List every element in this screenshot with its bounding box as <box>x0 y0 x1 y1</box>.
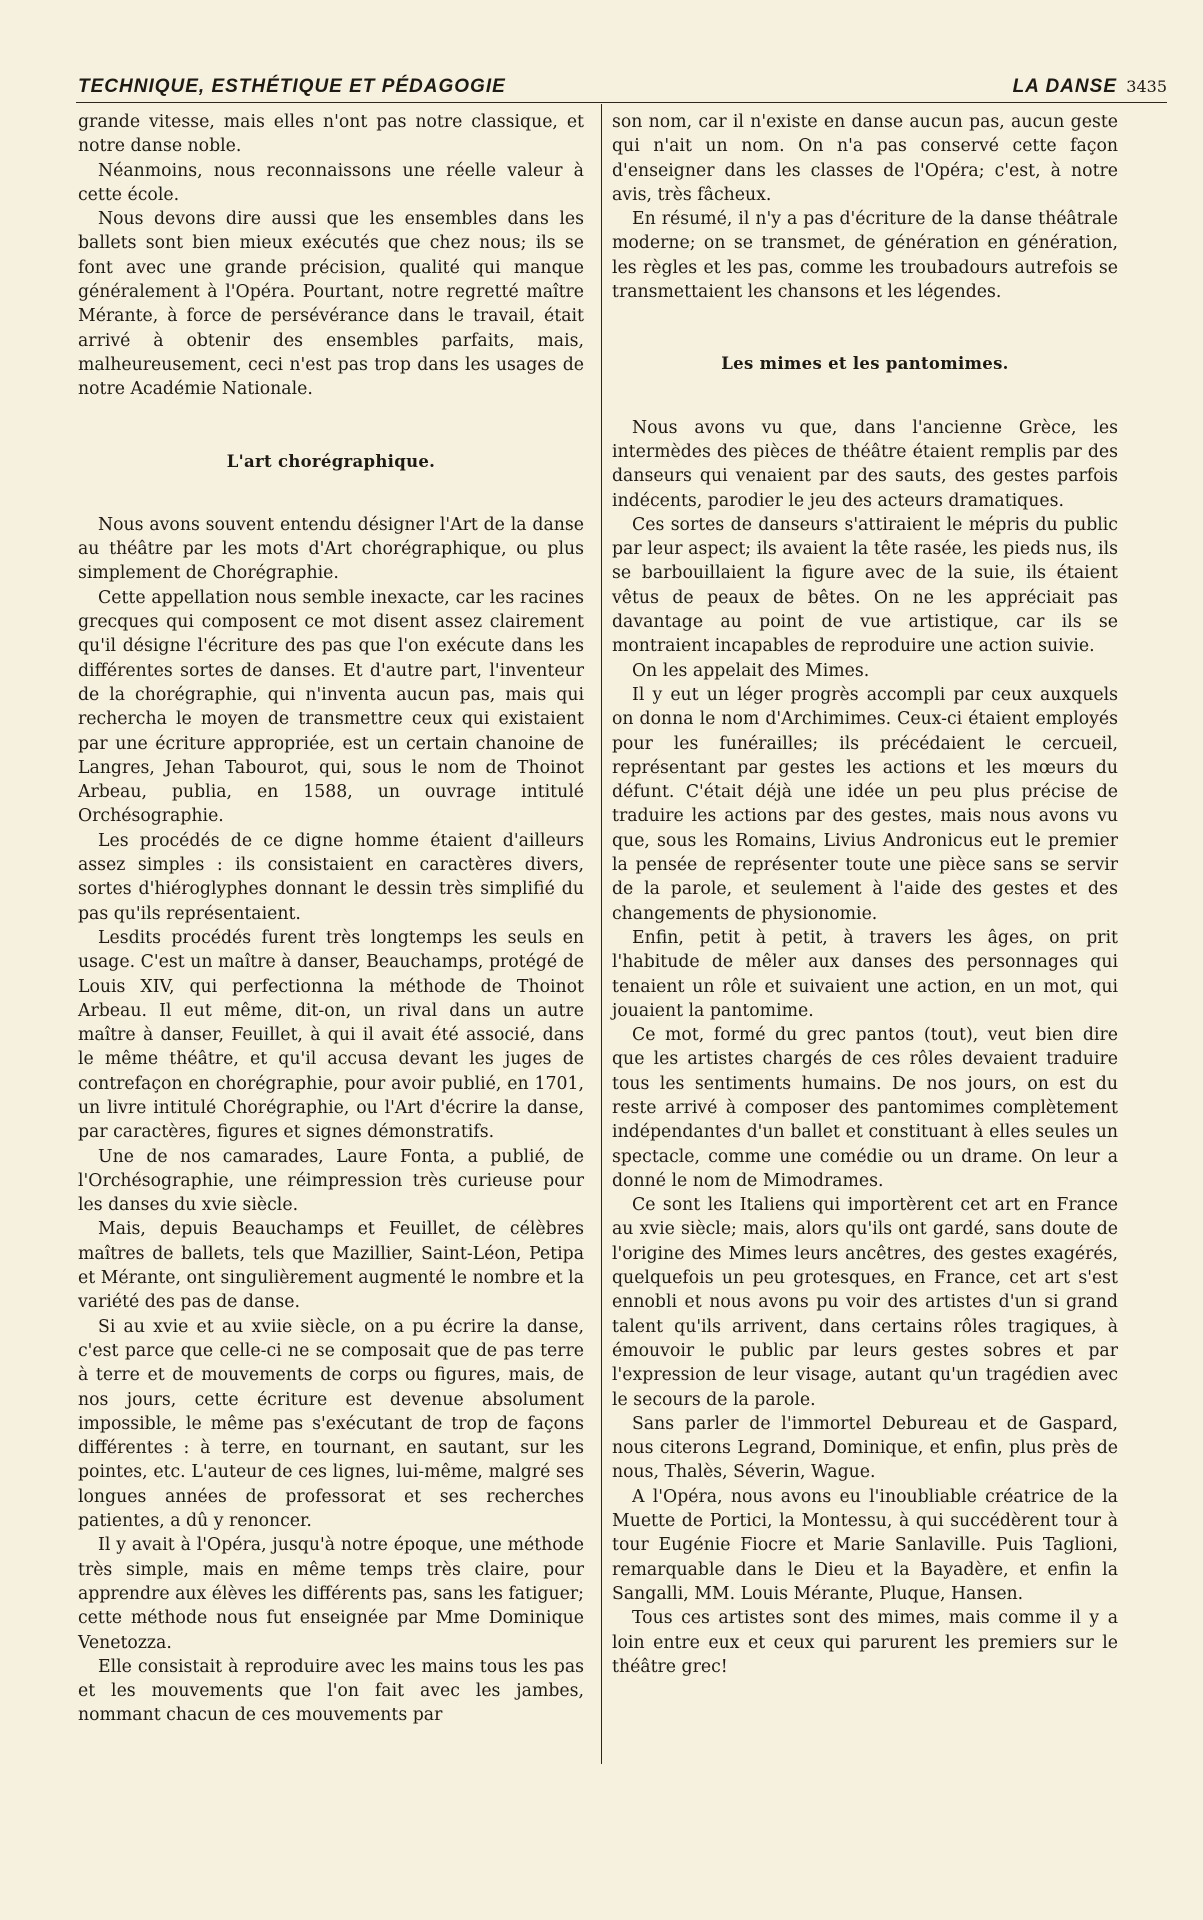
paragraph: Nous avons vu que, dans l'ancienne Grèce, les intermèdes des pièces de théâtre étaient remplis par des danseurs qui venaient par des sauts, des gestes parfois indécents, parodier le jeu des acteurs dramatiques. <box>612 417 1118 511</box>
paragraph: Nous devons dire aussi que les ensembles dans les ballets sont bien mieux exécutés que chez nous; ils se font avec une grande précision, qualité qui manque généralement à l'Opéra. Pourtant, notre regretté maître Mérante, à force de persévérance dans le travail, était arrivé à obtenir des ensembles parfaits, mais, malheureusement, ceci n'est pas trop dans les usages de notre Académie Nationale. <box>78 209 584 400</box>
paragraph: En résumé, il n'y a pas d'écriture de la danse théâtrale moderne; on se transmet, de génération en génération, les règles et les pas, comme les troubadours autrefois se transmettaient les chansons et les légendes. <box>612 209 1118 303</box>
paragraph: Les procédés de ce digne homme étaient d'ailleurs assez simples : ils consistaient en caractères divers, sortes d'hiéroglyphes donnant le dessin très simplifié du pas qu'ils représentaient. <box>78 830 584 924</box>
paragraph: Lesdits procédés furent très longtemps les seuls en usage. C'est un maître à danser, Beauchamps, protégé de Louis XIV, qui perfectionna la méthode de Thoinot Arbeau. Il eut même, dit-on, un rival dans un autre maître à danser, Feuillet, à qui il avait été associé, dans le même théâtre, et qu'il accusa devant les juges de contrefaçon en chorégraphie, pour avoir publié, en 1701, un livre intitulé Chorégraphie, ou l'Art d'écrire la danse, par caractères, figures et signes démonstratifs. <box>78 927 584 1143</box>
paragraph: Néanmoins, nous reconnaissons une réelle valeur à cette école. <box>78 160 584 205</box>
paragraph: Si au xvie et au xviie siècle, on a pu écrire la danse, c'est parce que celle-ci ne se composait que de pas terre à terre et de mouvements de corps ou figures, mais, de nos jours, cette écriture est devenue absolument impossible, le même pas s'exécutant de trop de façons différentes : à terre, en tournant, en sautant, sur les pointes, etc. L'auteur de ces lignes, lui-même, malgré ses longues années de professorat et ses recherches patientes, a dû y renoncer. <box>78 1316 584 1532</box>
paragraph: grande vitesse, mais elles n'ont pas notre classique, et notre danse noble. <box>78 112 584 157</box>
section-heading: Les mimes et les pantomimes. <box>721 354 1009 374</box>
section-heading: L'art chorégraphique. <box>226 451 436 471</box>
paragraph: Ce sont les Italiens qui importèrent cet art en France au xvie siècle; mais, alors qu'ils ont gardé, sans doute de l'origine des Mimes leurs ancêtres, des gestes exagérés, quelquefois un peu grotesques, en France, cet art s'est ennobli et nous avons pu voir des artistes d'un si grand talent qu'ils arrivent, dans certains rôles tragiques, à émouvoir le public par leurs gestes sobres et par l'expression de leur visage, autant qu'un tragédien avec le secours de la parole. <box>612 1195 1118 1410</box>
paragraph: Tous ces artistes sont des mimes, mais comme il y a loin entre eux et ceux qui parurent les premiers sur le théâtre grec! <box>612 1608 1118 1677</box>
paragraph: son nom, car il n'existe en danse aucun pas, aucun geste qui n'ait un nom. On n'a pas conservé cette façon d'enseigner dans les classes de l'Opéra; c'est, à notre avis, très fâcheux. <box>612 112 1118 205</box>
header-rule <box>76 102 1167 103</box>
paragraph: Ces sortes de danseurs s'attiraient le mépris du public par leur aspect; ils avaient la tête rasée, les pieds nus, ils se barbouillaient la figure avec de la suie, ils étaient vêtus de peaux de bêtes. On ne les appréciait pas davantage au point de vue artistique, car ils se montraient incapables de reproduire une action suivie. <box>612 514 1118 657</box>
header-book-title: LA DANSE <box>1012 76 1117 97</box>
paragraph: Ce mot, formé du grec pantos (tout), veut bien dire que les artistes chargés de ces rôles devaient traduire tous les sentiments humains. De nos jours, on est du reste arrivé à composer des pantomimes complètement indépendantes d'un ballet et constituant à elles seules un spectacle, comme une comédie ou un drame. On leur a donné le nom de Mimodrames. <box>612 1025 1118 1191</box>
paragraph: A l'Opéra, nous avons eu l'inoubliable créatrice de la Muette de Portici, la Montessu, à qui succédèrent tour à tour Eugénie Fiocre et Marie Sanlaville. Puis Taglioni, remarquable dans le Dieu et la Bayadère, et enfin la Sangalli, MM. Louis Mérante, Pluque, Hansen. <box>612 1486 1118 1604</box>
paragraph: Cette appellation nous semble inexacte, car les racines grecques qui composent ce mot disent assez clairement qu'il désigne l'écriture des pas que l'on exécute dans les différentes sortes de danses. Et d'autre part, l'inventeur de la chorégraphie, qui n'inventa aucun pas, mais qui rechercha le moyen de transmettre ceux qui existaient par une écriture appropriée, est un certain chanoine de Langres, Jehan Tabourot, qui, sous le nom de Thoinot Arbeau, publia, en 1588, un ouvrage intitulé Orchésographie. <box>78 587 584 827</box>
paragraph: On les appelait des Mimes. <box>632 660 870 681</box>
paragraph: Une de nos camarades, Laure Fonta, a publié, de l'Orchésographie, une réimpression très curieuse pour les danses du xvie siècle. <box>78 1146 584 1216</box>
header-section-title: TECHNIQUE, ESTHÉTIQUE ET PÉDAGOGIE <box>78 76 506 97</box>
paragraph: Sans parler de l'immortel Debureau et de Gaspard, nous citerons Legrand, Dominique, et enfin, plus près de nous, Thalès, Séverin, Wague. <box>612 1413 1118 1483</box>
paragraph: Nous avons souvent entendu désigner l'Art de la danse au théâtre par les mots d'Art chorégraphique, ou plus simplement de Chorégraphie. <box>78 514 584 584</box>
paragraph: Elle consistait à reproduire avec les mains tous les pas et les mouvements que l'on fait avec les jambes, nommant chacun de ces mouvements par <box>78 1656 584 1726</box>
paragraph: Il y avait à l'Opéra, jusqu'à notre époque, une méthode très simple, mais en même temps très claire, pour apprendre aux élèves les différents pas, sans les fatiguer; cette méthode nous fut enseignée par Mme Dominique Venetozza. <box>78 1535 584 1653</box>
paragraph: Enfin, petit à petit, à travers les âges, on prit l'habitude de mêler aux danses des personnages qui tenaient un rôle et suivaient une action, en un mot, qui jouaient la pantomime. <box>612 927 1118 1021</box>
paragraph: Mais, depuis Beauchamps et Feuillet, de célèbres maîtres de ballets, tels que Mazillier, Saint-Léon, Petipa et Mérante, ont singulièrement augmenté le nombre et la variété des pas de danse. <box>78 1219 584 1313</box>
right-column <box>612 110 1118 1679</box>
paragraph: Il y eut un léger progrès accompli par ceux auxquels on donna le nom d'Archimimes. Ceux-ci étaient employés pour les funérailles; ils précédaient le cercueil, représentant par gestes les actions et les mœurs du défunt. C'était déjà une idée un peu plus précise de traduire les actions par des gestes, mais nous avons vu que, sous les Romains, Livius Andronicus eut le premier la pensée de représenter toute une pièce sans se servir de la parole, et seulement à l'aide des gestes et des changements de physionomie. <box>612 684 1118 924</box>
left-column <box>78 110 584 1728</box>
page-number: 3435 <box>1126 77 1167 96</box>
column-divider <box>601 104 602 1764</box>
